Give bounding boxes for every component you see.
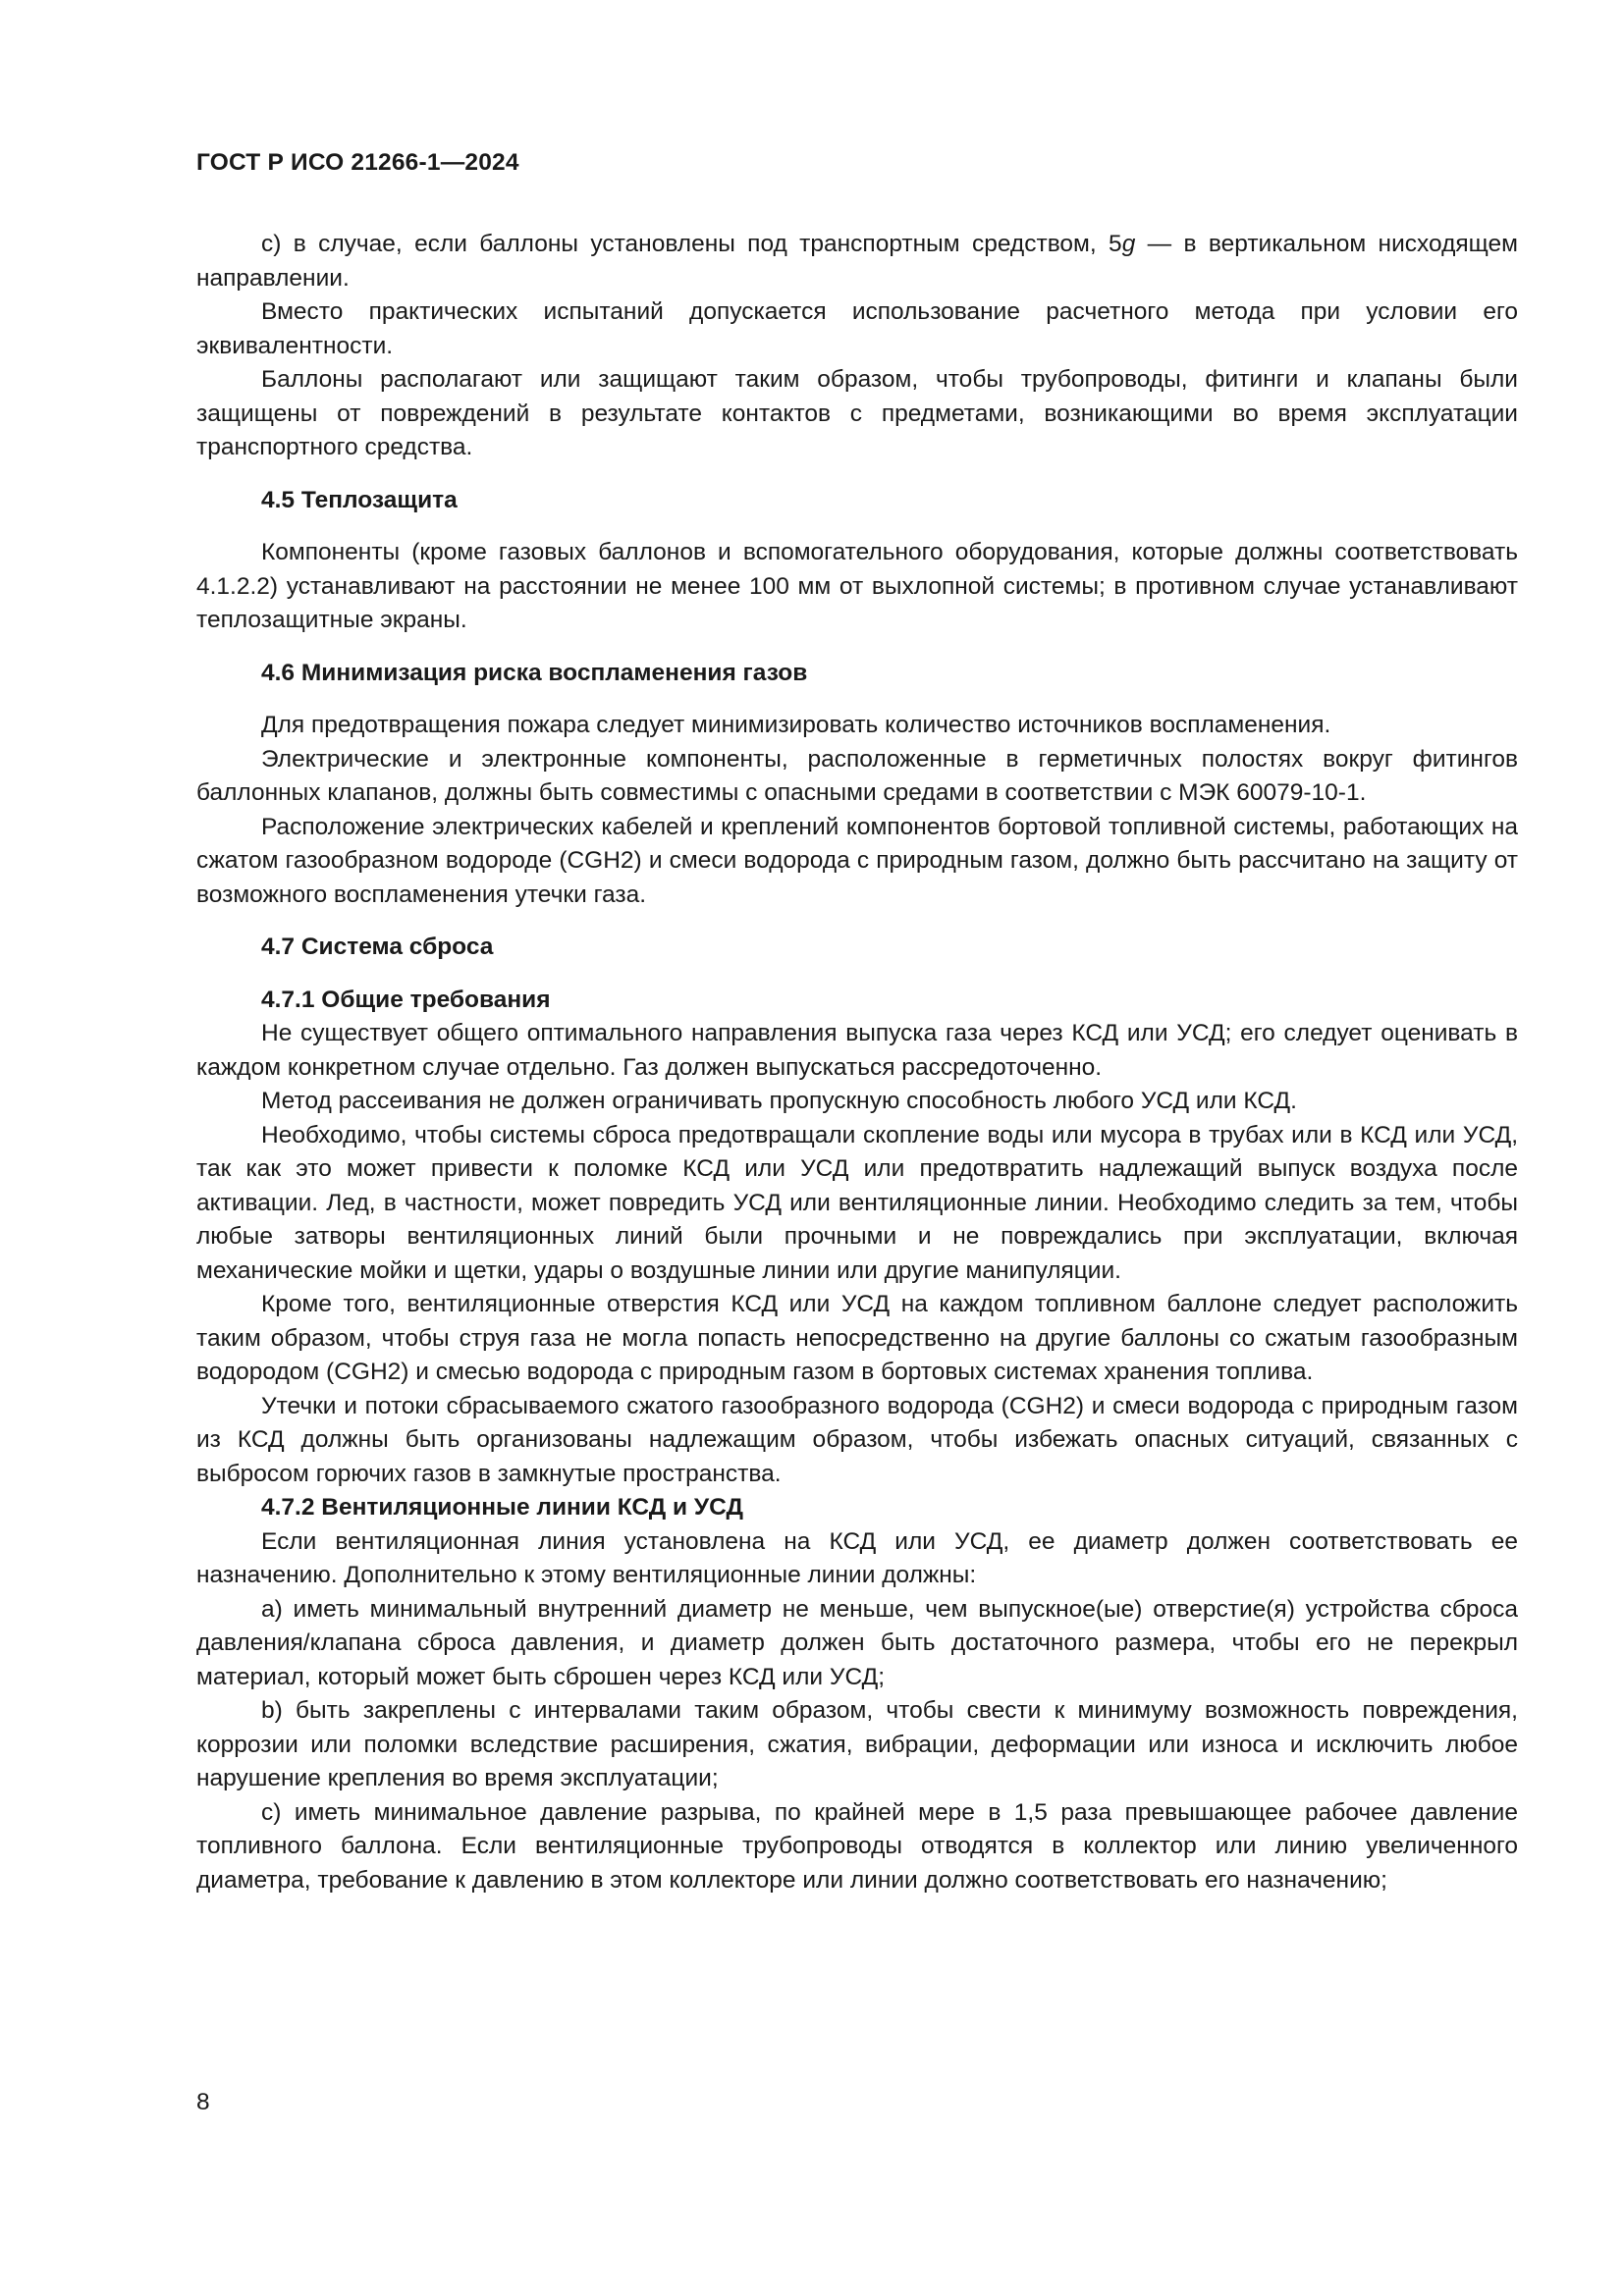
list-item-a: а) иметь минимальный внутренний диаметр не меньше, чем выпускное(ые) отверстие(я) устройства сброса давления/клапана сброса давления, и диаметр должен быть достаточного размера, чтобы его не перекрыл материал, который может быть сброшен через КСД или УСД; xyxy=(196,1595,1518,1690)
paragraph-fire-prevention: Для предотвращения пожара следует минимизировать количество источников воспламенения. xyxy=(261,712,1331,738)
section-heading-4-7: 4.7 Система сброса xyxy=(261,934,494,960)
paragraph-cylinder-protection: Баллоны располагают или защищают таким образом, чтобы трубопроводы, фитинги и клапаны были защищены от повреждений в результате контактов с предметами, возникающими во время эксплуатации транспортного средства. xyxy=(196,366,1518,460)
subsection-heading-4-7-2: 4.7.2 Вентиляционные линии КСД и УСД xyxy=(261,1494,743,1521)
paragraph-item-c-vertical: с) в случае, если баллоны установлены под транспортным средством, 5g — в вертикальном нисходящем направлении. xyxy=(196,231,1518,292)
list-item-b: b) быть закреплены с интервалами таким образом, чтобы свести к минимуму возможность повреждения, коррозии или поломки вследствие расширения, сжатия, вибрации, деформации или износа и исключить любое нарушение крепления во время эксплуатации; xyxy=(196,1697,1518,1791)
paragraph-dispersion-method: Метод рассеивания не должен ограничивать пропускную способность любого УСД или КСД. xyxy=(261,1088,1297,1114)
list-item-c: с) иметь минимальное давление разрыва, по крайней мере в 1,5 раза превышающее рабочее давление топливного баллона. Если вентиляционные трубопроводы отводятся в коллектор или линию увеличенного диаметра, требование к давлению в этом коллекторе или линии должно соответствовать его назначению; xyxy=(196,1798,1518,1894)
paragraph-vent-line-diameter: Если вентиляционная линия установлена на КСД или УСД, ее диаметр должен соответствовать ее назначению. Дополнительно к этому вентиляционные линии должны: xyxy=(196,1527,1518,1588)
paragraph-vent-openings: Кроме того, вентиляционные отверстия КСД или УСД на каждом топливном баллоне следует расположить таким образом, чтобы струя газа не могла попасть непосредственно на другие баллоны со сжатым газообразным водородом (CGH2) и смесью водорода с природным газом в бортовых системах хранения топлива. xyxy=(196,1291,1518,1385)
page-number: 8 xyxy=(196,2089,210,2115)
document-body xyxy=(196,228,1518,1897)
paragraph-heat-protection: Компоненты (кроме газовых баллонов и вспомогательного оборудования, которые должны соответствовать 4.1.2.2) устанавливают на расстоянии не менее 100 мм от выхлопной системы; в противном случае устанавливают теплозащитные экраны. xyxy=(196,539,1518,633)
paragraph-calculation-method: Вместо практических испытаний допускается использование расчетного метода при условии его эквивалентности. xyxy=(196,298,1518,359)
subsection-heading-4-7-1: 4.7.1 Общие требования xyxy=(261,986,551,1013)
section-heading-4-6: 4.6 Минимизация риска воспламенения газов xyxy=(261,659,808,686)
paragraph-debris-prevention: Необходимо, чтобы системы сброса предотвращали скопление воды или мусора в трубах или в КСД или УСД, так как это может привести к поломке КСД или УСД или предотвратить надлежащий выпуск воздуха после активации. Лед, в частности, может повредить УСД или вентиляционные линии. Необходимо следить за тем, чтобы любые затворы вентиляционных линий были прочными и не повреждались при эксплуатации, включая механические мойки и щетки, удары о воздушные линии или другие манипуляции. xyxy=(196,1121,1518,1284)
section-heading-4-5: 4.5 Теплозащита xyxy=(261,486,458,513)
paragraph-electrical-components: Электрические и электронные компоненты, расположенные в герметичных полостях вокруг фитингов баллонных клапанов, должны быть совместимы с опасными средами в соответствии с МЭК 60079-10-1. xyxy=(196,745,1518,806)
paragraph-leaks-and-flows: Утечки и потоки сбрасываемого сжатого газообразного водорода (CGH2) и смеси водорода с природным газом из КСД должны быть организованы надлежащим образом, чтобы избежать опасных ситуаций, связанных с выбросом горючих газов в замкнутые пространства. xyxy=(196,1392,1518,1487)
document-header: ГОСТ Р ИСО 21266-1—2024 xyxy=(196,149,519,176)
paragraph-release-direction: Не существует общего оптимального направления выпуска газа через КСД или УСД; его следует оценивать в каждом конкретном случае отдельно. Газ должен выпускаться рассредоточенно. xyxy=(196,1020,1518,1081)
paragraph-cable-placement: Расположение электрических кабелей и креплений компонентов бортовой топливной системы, работающих на сжатом газообразном водороде (CGH2) и смеси водорода с природным газом, должно быть рассчитано на защиту от возможного воспламенения утечки газа. xyxy=(196,813,1518,908)
